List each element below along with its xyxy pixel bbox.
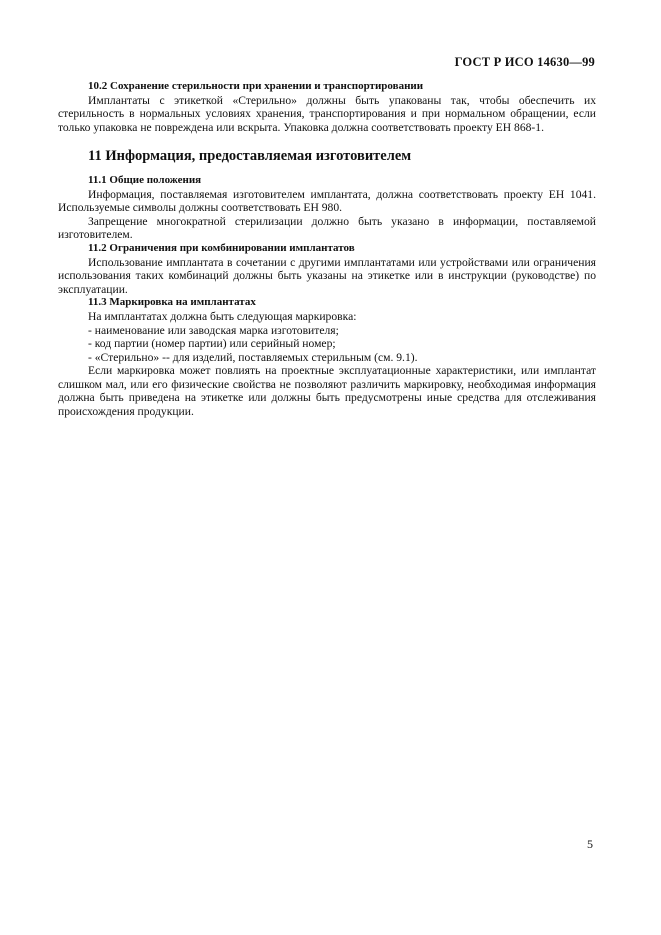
section-11-2-paragraph: Использование имплантата в сочетании с другими имплантатами или устройствами или ограничения использования таких комбинаций должны быть указаны на этикетке или в инструкции (руководстве) по эксплуатации. — [58, 255, 596, 296]
document-body — [58, 80, 596, 419]
page-number: 5 — [587, 837, 593, 851]
section-10-2-heading: 10.2 Сохранение стерильности при хранении и транспортировании — [88, 80, 424, 92]
list-item: - «Стерильно» -- для изделий, поставляемых стерильным (см. 9.1). — [88, 350, 418, 364]
section-11-3-paragraph: Если маркировка может повлиять на проектные эксплуатационные характеристики, или имплантат слишком мал, или его физические свойства не позволяют различить маркировку, необходимая информация должна быть приведена на этикетке или должны быть предусмотрены иные средства для отслеживания происхождения продукции. — [58, 364, 596, 419]
section-11-3-intro: На имплантатах должна быть следующая маркировка: — [88, 309, 357, 323]
section-11-1-paragraph-1: Информация, поставляемая изготовителем имплантата, должна соответствовать проекту ЕН 1041. Используемые символы должны соответствовать ЕН 980. — [58, 187, 596, 215]
list-item: - код партии (номер партии) или серийный номер; — [88, 337, 336, 351]
section-11-1-heading: 11.1 Общие положения — [88, 173, 202, 186]
list-item: - наименование или заводская марка изготовителя; — [88, 323, 339, 337]
section-10-2-paragraph: Имплантаты с этикеткой «Стерильно» должны быть упакованы так, чтобы обеспечить их стерильность в нормальных условиях хранения, транспортирования и при нормальном обращении, если только упаковка не повреждена или вскрыта. Упаковка должна соответствовать проекту ЕН 868-1. — [58, 93, 596, 134]
document-code-header: ГОСТ Р ИСО 14630—99 — [454, 55, 595, 69]
section-11-1-paragraph-2: Запрещение многократной стерилизации должно быть указано в информации, поставляемой изготовителем. — [58, 214, 596, 242]
section-11-2-heading: 11.2 Ограничения при комбинировании имплантатов — [88, 241, 355, 254]
section-11-3-heading: 11.3 Маркировка на имплантатах — [88, 296, 256, 309]
section-11-heading: 11 Информация, предоставляемая изготовителем — [88, 148, 412, 165]
